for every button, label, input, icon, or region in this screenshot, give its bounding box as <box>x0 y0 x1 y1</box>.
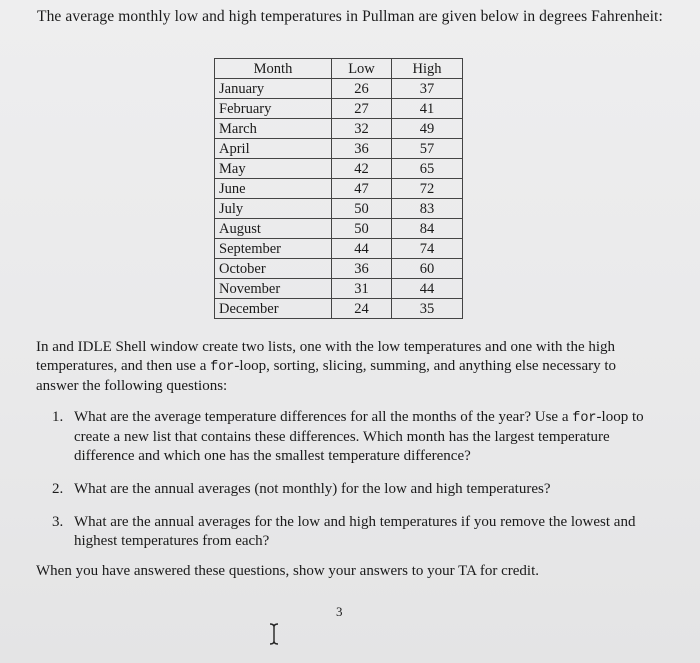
table-row <box>215 159 463 179</box>
table-row <box>215 219 463 239</box>
month-cell: February <box>215 99 332 119</box>
question-number: 3. <box>52 514 64 530</box>
low-cell: 42 <box>332 159 392 179</box>
column-header-month: Month <box>215 59 332 79</box>
month-cell: September <box>215 239 332 259</box>
low-cell: 24 <box>332 299 392 319</box>
low-cell: 50 <box>332 199 392 219</box>
question-2 <box>52 480 662 499</box>
question-text-2: -loop to create a new list that contains these differences. Which month has the largest temperature difference and which one has the smallest temperature difference? <box>74 409 644 464</box>
table-row <box>215 199 463 219</box>
high-cell: 60 <box>392 259 463 279</box>
high-cell: 57 <box>392 139 463 159</box>
column-header-high: High <box>392 59 463 79</box>
high-cell: 83 <box>392 199 463 219</box>
table-row <box>215 139 463 159</box>
column-header-low: Low <box>332 59 392 79</box>
table-row <box>215 119 463 139</box>
low-cell: 36 <box>332 139 392 159</box>
month-cell: October <box>215 259 332 279</box>
month-cell: November <box>215 279 332 299</box>
intro-text: The average monthly low and high temperatures in Pullman are given below in degrees Fahrenheit: <box>37 8 663 25</box>
high-cell: 65 <box>392 159 463 179</box>
table-row <box>215 259 463 279</box>
table-row <box>215 299 463 319</box>
code-for-keyword: for <box>210 360 235 375</box>
low-cell: 32 <box>332 119 392 139</box>
low-cell: 50 <box>332 219 392 239</box>
high-cell: 41 <box>392 99 463 119</box>
low-cell: 26 <box>332 79 392 99</box>
temperature-table <box>214 58 463 319</box>
table-row <box>215 179 463 199</box>
table-row <box>215 239 463 259</box>
question-3 <box>52 513 662 551</box>
question-1 <box>52 408 662 466</box>
month-cell: January <box>215 79 332 99</box>
low-cell: 31 <box>332 279 392 299</box>
question-text-1: What are the average temperature differences for all the months of the year? Use a <box>74 409 573 425</box>
table-header-row <box>215 59 463 79</box>
table-row <box>215 99 463 119</box>
question-text <box>74 408 659 466</box>
high-cell: 72 <box>392 179 463 199</box>
question-number: 2. <box>52 481 64 497</box>
closing-text: When you have answered these questions, show your answers to your TA for credit. <box>36 563 539 579</box>
month-cell: December <box>215 299 332 319</box>
low-cell: 47 <box>332 179 392 199</box>
instructions-paragraph <box>36 338 661 396</box>
high-cell: 74 <box>392 239 463 259</box>
table-row <box>215 279 463 299</box>
month-cell: March <box>215 119 332 139</box>
month-cell: June <box>215 179 332 199</box>
high-cell: 35 <box>392 299 463 319</box>
high-cell: 84 <box>392 219 463 239</box>
high-cell: 49 <box>392 119 463 139</box>
low-cell: 36 <box>332 259 392 279</box>
code-for-keyword: for <box>572 411 597 426</box>
instructions-text-2: -loop, sorting, slicing, summing, and anything else necessary to answer the following questions: <box>36 358 617 394</box>
month-cell: July <box>215 199 332 219</box>
low-cell: 27 <box>332 99 392 119</box>
table-row <box>215 79 463 99</box>
instructions-text-1: In and IDLE Shell window create two lists, one with the low temperatures and one with the high temperatures, and then use a <box>36 339 616 374</box>
low-cell: 44 <box>332 239 392 259</box>
high-cell: 44 <box>392 279 463 299</box>
question-text: What are the annual averages (not monthly) for the low and high temperatures? <box>74 481 551 497</box>
high-cell: 37 <box>392 79 463 99</box>
text-cursor-icon <box>268 622 280 646</box>
month-cell: April <box>215 139 332 159</box>
question-text: What are the annual averages for the low and high temperatures if you remove the lowest and highest temperatures from each? <box>74 514 636 549</box>
page-number: 3 <box>336 604 343 619</box>
month-cell: August <box>215 219 332 239</box>
month-cell: May <box>215 159 332 179</box>
question-number: 1. <box>52 409 64 425</box>
